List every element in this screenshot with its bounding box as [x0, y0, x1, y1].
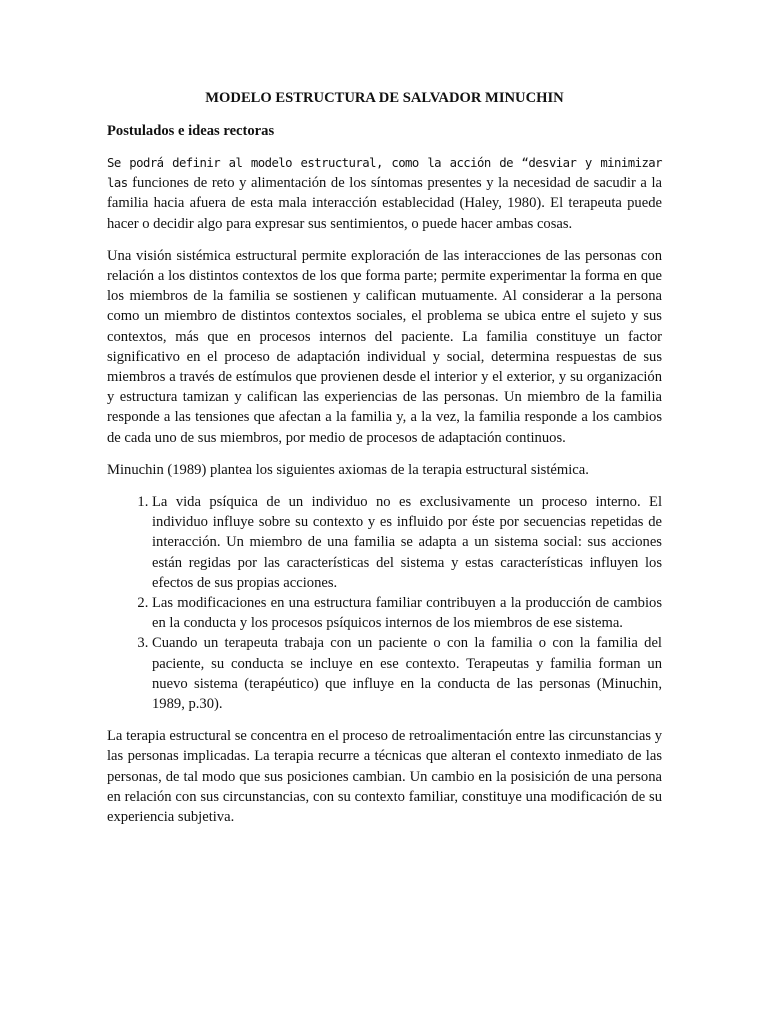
paragraph-structural-therapy: La terapia estructural se concentra en el proceso de retroalimentación entre las circunstancias y las personas implicadas. La terapia recurre a técnicas que alteran el contexto inmediato de las personas, de tal modo que sus posiciones cambian. Un cambio en la posisición de una persona en relación con sus circunstancias, con su contexto familiar, constituye una modificación de su experiencia subjetiva. [107, 728, 662, 826]
document-title: MODELO ESTRUCTURA DE SALVADOR MINUCHIN [205, 90, 564, 106]
paragraph-definition-lead: Se podrá definir al modelo estructural, como la acción de “desviar y minimizar las [107, 156, 662, 191]
paragraph-definition-rest: funciones de reto y alimentación de los síntomas presentes y la necesidad de sacudir a la familia hacia afuera de esta mala interacción establecidad (Haley, 1980). El terapeuta puede hacer o decidir algo para expresar sus sentimientos, o puede hacer ambas cosas. [107, 175, 662, 232]
axiom-item: 3. Cuando un terapeuta trabaja con un paciente o con la familia o con la familia del paciente, su conducta se incluye en ese contexto. Terapeutas y familia forman un nuevo sistema (terapéutico) que influye en la conducta de las personas (Minuchin, 1989, p.30). [152, 633, 662, 714]
paragraph-definition [107, 153, 662, 234]
axiom-item: 1. La vida psíquica de un individuo no es exclusivamente un proceso interno. El individuo influye sobre su contexto y es influido por éste por secuencias repetidas de interacción. Un miembro de una familia se adapta a un sistema social: sus acciones están regidas por las características del sistema y estas características influyen los efectos de sus propias acciones. [152, 492, 662, 593]
section-heading: Postulados e ideas rectoras [107, 123, 275, 139]
axiom-item: 2. Las modificaciones en una estructura familiar contribuyen a la producción de cambios en la conducta y los procesos psíquicos internos de los miembros de ese sistema. [152, 593, 662, 633]
paragraph-systemic-vision: Una visión sistémica estructural permite exploración de las interacciones de las personas con relación a los distintos contextos de los que forma parte; permite experimentar la forma en que los miembros de la familia se sostienen y califican mutuamente. Al considerar a la persona como un miembro de distintos contextos sociales, el problema se ubica entre el sujeto y sus contextos, más que en procesos internos del paciente. La familia constituye un factor significativo en el proceso de adaptación individual y social, determina respuestas de sus miembros a través de estímulos que provienen desde el interior y el exterior, y su organización y estructura tamizan y califican las experiencias de las personas. Un miembro de la familia responde a las tensiones que afectan a la familia y, a la vez, la familia responde a los cambios de cada uno de sus miembros, por medio de procesos de adaptación continuos. [107, 247, 662, 446]
axioms-list [107, 492, 662, 714]
paragraph-axioms-intro: Minuchin (1989) plantea los siguientes axiomas de la terapia estructural sistémica. [107, 461, 589, 478]
